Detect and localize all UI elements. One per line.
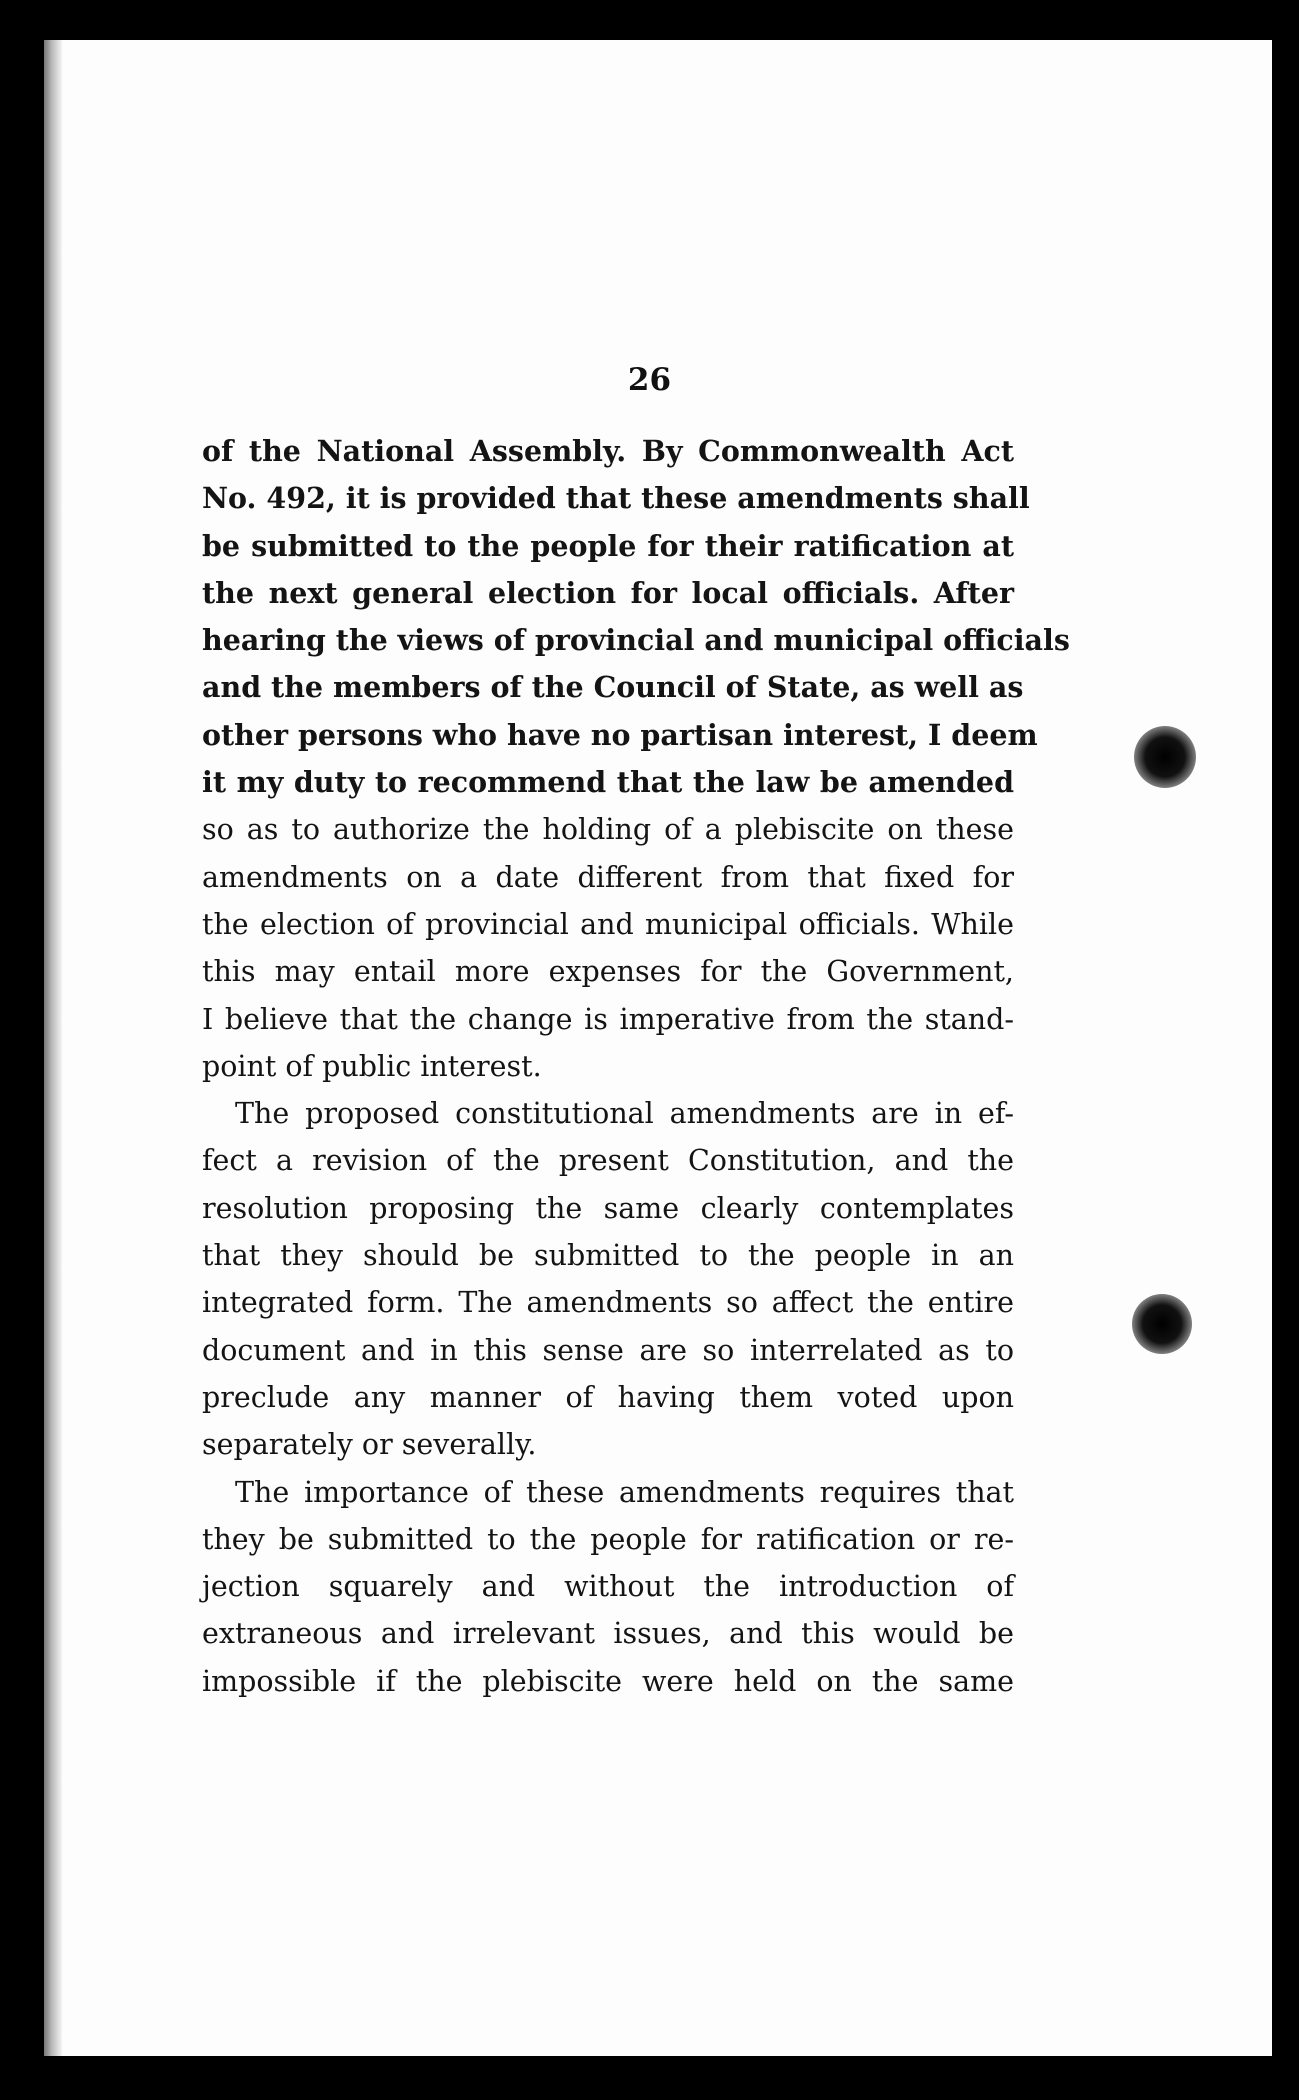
- text-line: other persons who have no partisan interest, I deem: [202, 717, 1038, 752]
- text-line: hearing the views of provincial and municipal officials: [202, 623, 1070, 658]
- ink-blot-lower: [1132, 1294, 1192, 1354]
- text-line: resolution proposing the same clearly contemplates: [202, 1191, 1014, 1225]
- text-line: of the National Assembly. By Commonwealth Act: [202, 434, 1014, 468]
- text-line: preclude any manner of having them voted upon: [202, 1380, 1014, 1414]
- text-line: The importance of these amendments requires that: [235, 1475, 1014, 1509]
- text-line: separately or severally.: [202, 1428, 537, 1462]
- text-line: they be submitted to the people for ratification or re-: [202, 1522, 1014, 1556]
- text-line: impossible if the plebiscite were held on the same: [202, 1664, 1014, 1698]
- ink-blot-upper: [1134, 726, 1196, 788]
- text-line: I believe that the change is imperative from the stand-: [202, 1002, 1014, 1036]
- text-line: extraneous and irrelevant issues, and this would be: [202, 1617, 1014, 1651]
- text-line: No. 492, it is provided that these amendments shall: [202, 481, 1030, 516]
- text-line: document and in this sense are so interrelated as to: [202, 1333, 1014, 1367]
- text-line: be submitted to the people for their ratification at: [202, 528, 1014, 563]
- text-line: amendments on a date different from that fixed for: [202, 860, 1014, 894]
- page-edge-shadow: [44, 40, 62, 2056]
- text-line: jection squarely and without the introduction of: [202, 1570, 1014, 1604]
- text-line: fect a revision of the present Constitution, and the: [202, 1144, 1014, 1178]
- text-line: the election of provincial and municipal officials. While: [202, 907, 1014, 941]
- text-line: The proposed constitutional amendments are in ef-: [235, 1097, 1014, 1131]
- text-line: this may entail more expenses for the Government,: [202, 955, 1014, 989]
- text-line: point of public interest.: [202, 1049, 542, 1083]
- text-line: that they should be submitted to the people in an: [202, 1239, 1014, 1273]
- body-text: [202, 428, 1070, 1705]
- text-line: and the members of the Council of State, as well as: [202, 670, 1024, 705]
- text-line: integrated form. The amendments so affect the entire: [202, 1286, 1014, 1320]
- text-line: the next general election for local officials. After: [202, 575, 1014, 610]
- page-number: 26: [627, 362, 672, 398]
- text-line: so as to authorize the holding of a plebiscite on these: [202, 813, 1014, 847]
- text-line: it my duty to recommend that the law be amended: [202, 765, 1014, 800]
